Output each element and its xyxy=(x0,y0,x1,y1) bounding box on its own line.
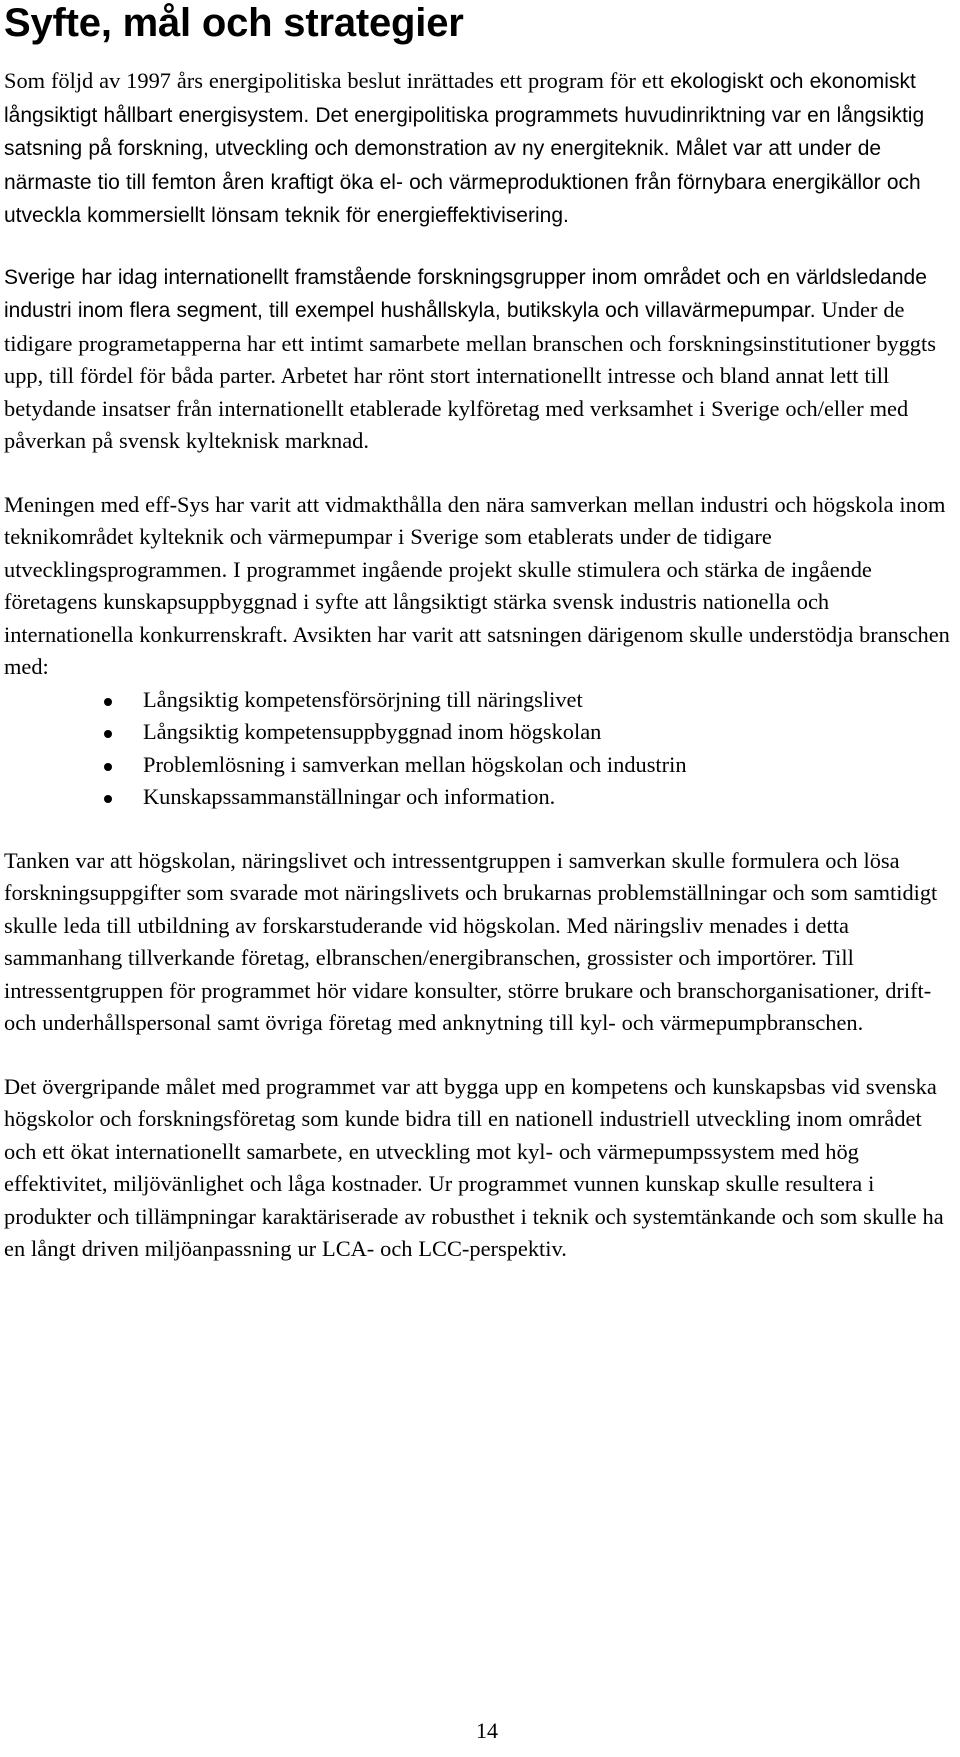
paragraph-eff-sys-purpose: Meningen med eff-Sys har varit att vidmakthålla den nära samverkan mellan industri och högskola inom teknikområdet kylteknik och värmepumpar i Sverige som etablerats under de tidigare utvecklingsprogrammen. I programmet ingående projekt skulle stimulera och stärka de ingående företagens kunskapsuppbyggnad i syfte att långsiktigt stärka svensk industris nationella och internationella konkurrenskraft. Avsikten har varit att satsningen därigenom skulle understödja branschen med: xyxy=(4,491,950,679)
paragraph-sans-body: ekologiskt och ekonomiskt långsiktigt hållbart energisystem. Det energipolitiska programmets huvudinriktning var en långsiktig satsning på forskning, utveckling och demonstration av ny energiteknik. Målet var att under de närmaste tio till femton åren kraftigt öka el- och värmeproduktionen från förnybara energikällor och utveckla kommersiellt lönsam teknik för energieffektivisering. xyxy=(4,70,925,227)
paragraph-swedish-research xyxy=(4,261,956,458)
bullet-icon xyxy=(104,730,112,738)
list-item xyxy=(4,749,956,782)
document-page xyxy=(4,0,956,1266)
list-item-text: Långsiktig kompetensuppbyggnad inom högskolan xyxy=(143,719,602,744)
list-item-text: Kunskapssammanställningar och information. xyxy=(143,784,556,809)
paragraph-sans-lead: Sverige har idag internationellt framstående forskningsgrupper inom området och en världsledande industri inom flera segment, till exempel hushållskyla, butikskyla och villavärmepumpar. xyxy=(4,265,927,322)
page-number: 14 xyxy=(476,1718,498,1743)
list-item-text: Långsiktig kompetensförsörjning till näringslivet xyxy=(143,686,583,712)
paragraph-energy-policy xyxy=(4,65,956,233)
list-item-text: Problemlösning i samverkan mellan högskolan och industrin xyxy=(143,751,687,777)
list-item xyxy=(4,684,956,717)
bullet-icon xyxy=(104,763,112,771)
bullet-icon xyxy=(104,795,112,803)
paragraph-serif-lead: Som följd av 1997 års energipolitiska beslut inrättades ett program för ett xyxy=(4,68,665,93)
paragraph-collaboration: Tanken var att högskolan, näringslivet och intressentgruppen i samverkan skulle formulera och lösa forskningsuppgifter som svarade mot näringslivets och brukarnas problemställningar och som samtidigt skulle leda till utbildning av forskarstuderande vid högskolan. Med näringsliv menades i detta sammanhang tillverkande företag, elbranschen/energibranschen, grossister och importörer. Till intressentgruppen för programmet hör vidare konsulter, större brukare och branschorganisationer, drift- och underhållspersonal samt övriga företag med anknytning till kyl- och värmepumpbranschen. xyxy=(4,847,938,1035)
list-item xyxy=(4,781,956,814)
list-item xyxy=(4,716,956,749)
bullet-icon xyxy=(104,698,112,706)
page-title: Syfte, mål och strategier xyxy=(4,1,464,45)
paragraph-overall-goal: Det övergripande målet med programmet var att bygga upp en kompetens och kunskapsbas vid svenska högskolor och forskningsföretag som kunde bidra till en nationell industriell utveckling inom området och ett ökat internationellt samarbete, en utveckling mot kyl- och värmepumpssystem med hög effektivitet, miljövänlighet och låga kostnader. Ur programmet vunnen kunskap skulle resultera i produkter och tillämpningar karaktäriserade av robusthet i teknik och systemtänkande och som skulle ha en långt driven miljöanpassning ur LCA- och LCC-perspektiv. xyxy=(4,1073,944,1261)
paragraph-serif-body: Under de tidigare programetapperna har ett intimt samarbete mellan branschen och forskningsinstitutioner byggts upp, till fördel för båda parter. Arbetet har rönt stort internationellt intresse och bland annat lett till betydande insatser från internationellt etablerade kylföretag med verksamhet i Sverige och/eller med påverkan på svensk kylteknisk marknad. xyxy=(4,297,936,453)
bullet-list xyxy=(4,684,956,814)
